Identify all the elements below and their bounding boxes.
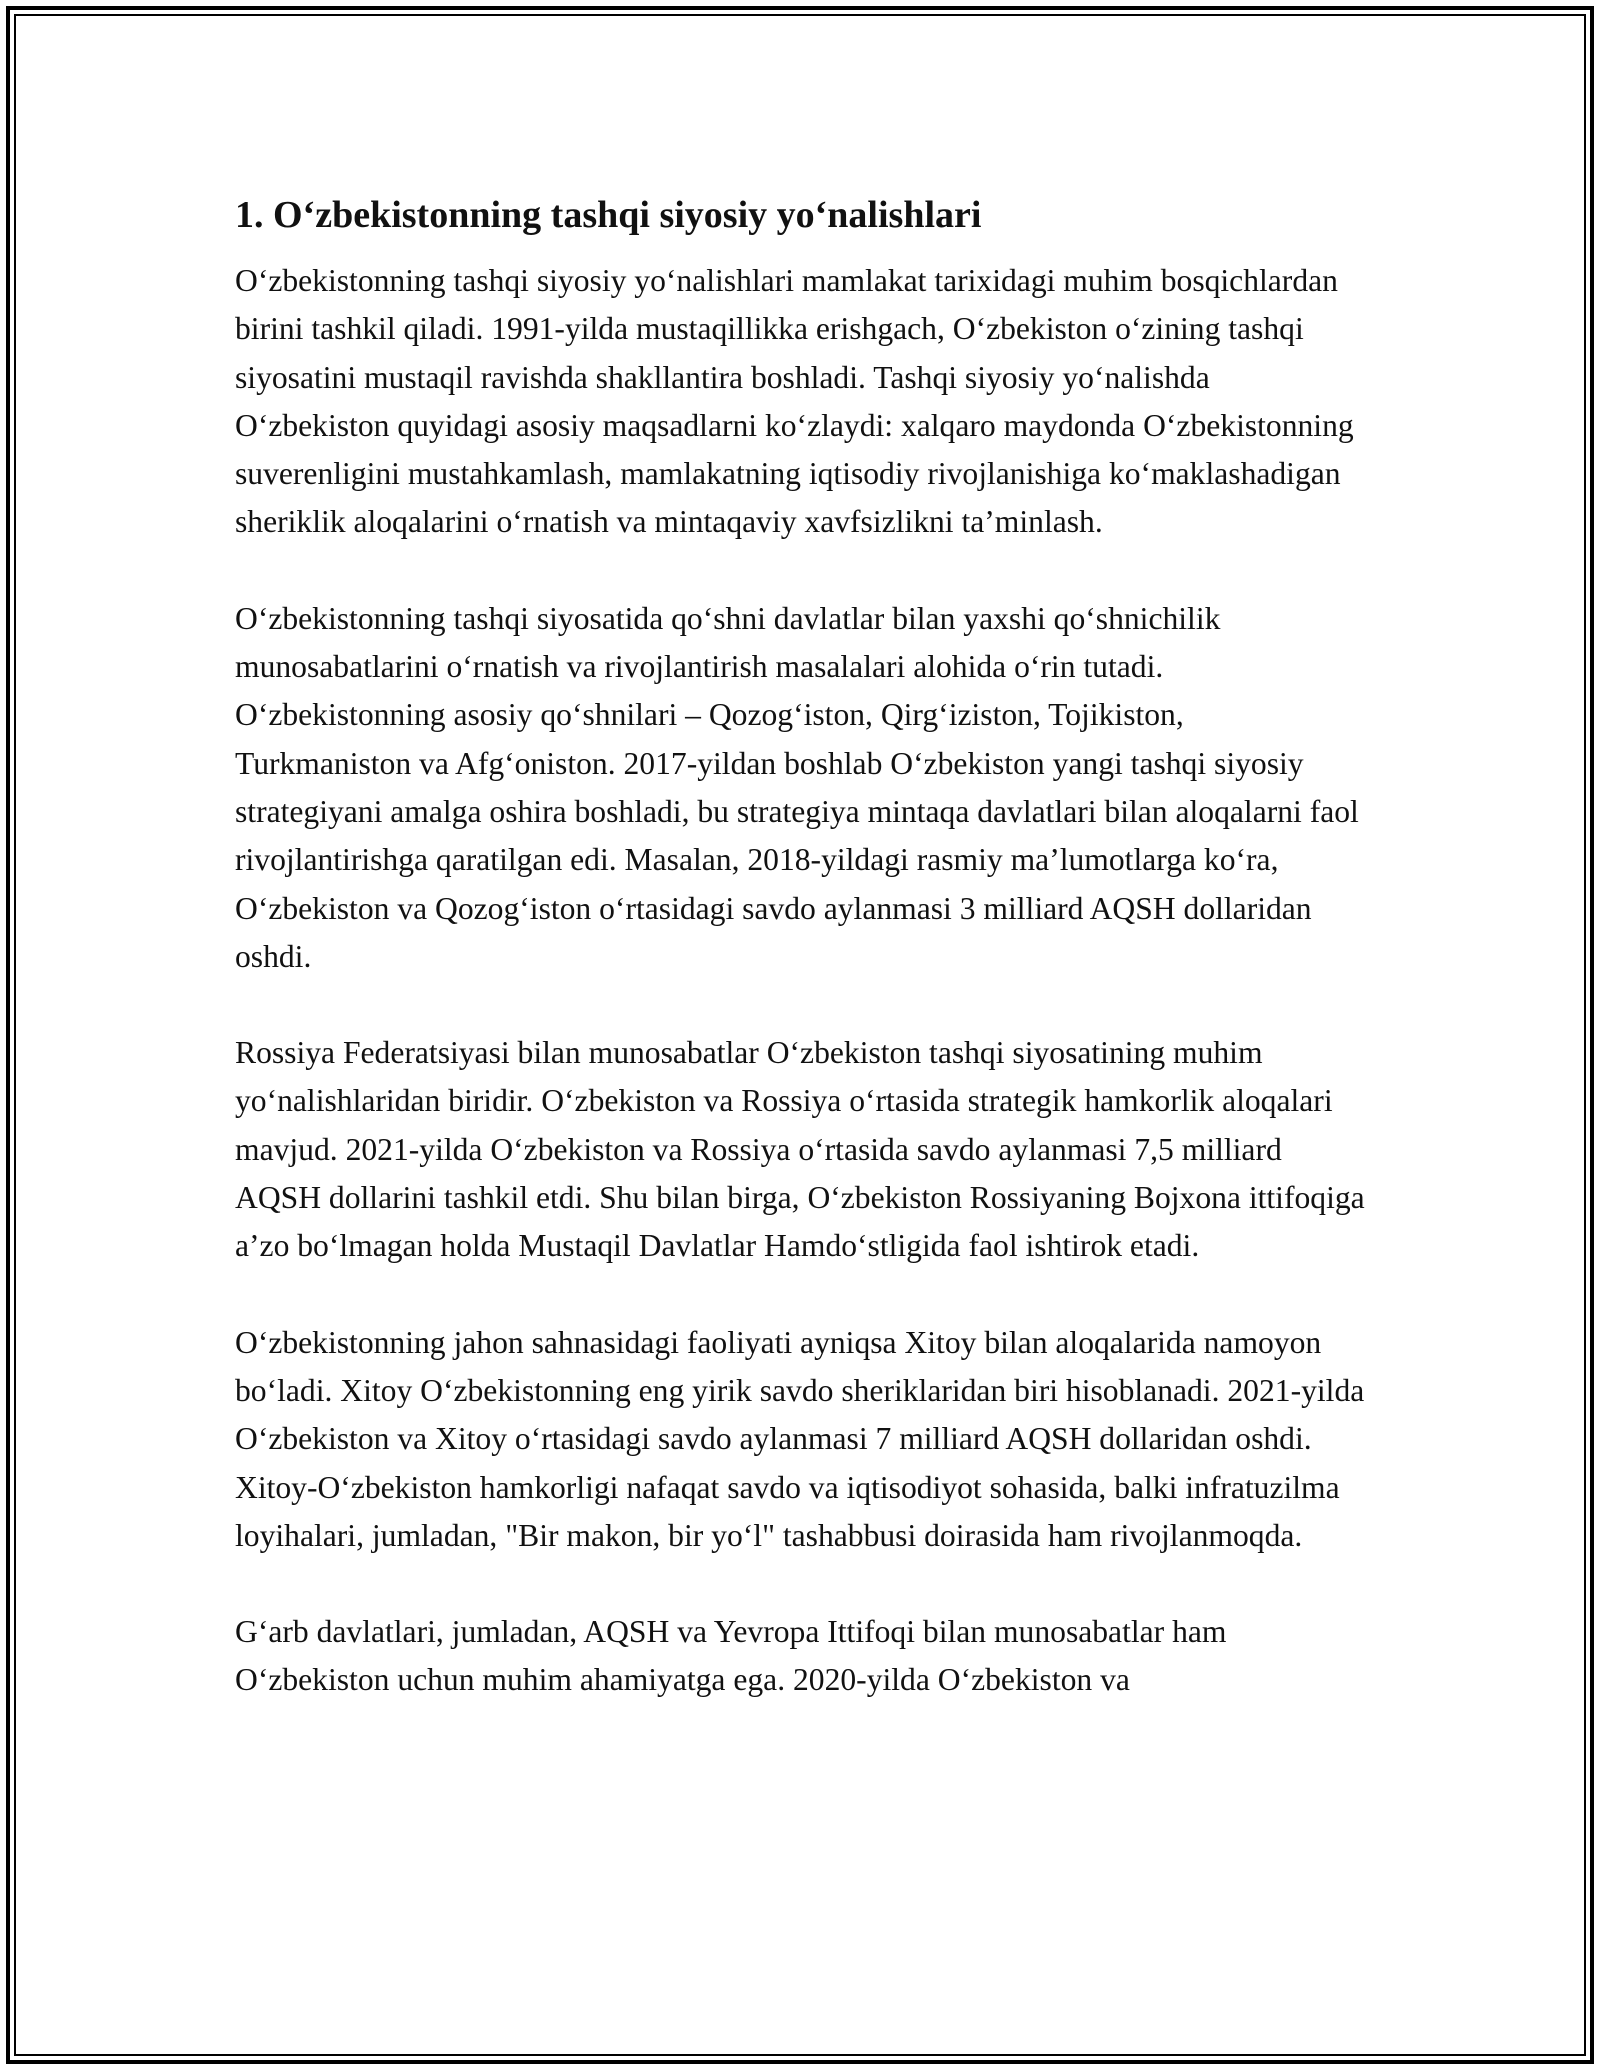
- paragraph-china: O‘zbekistonning jahon sahnasidagi faoliyati ayniqsa Xitoy bilan aloqalarida namoyon bo‘ladi. Xitoy O‘zbekistonning eng yirik savdo sheriklaridan biri hisoblanadi. 2021-yilda O‘zbekiston va Xitoy o‘rtasidagi savdo aylanmasi 7 milliard AQSH dollaridan oshdi. Xitoy-O‘zbekiston hamkorligi nafaqat savdo va iqtisodiyot sohasida, balki infratuzilma loyihalari, jumladan, "Bir makon, bir yo‘l" tashabbusi doirasida ham rivojlanmoqda.: [235, 1324, 1365, 1553]
- section-heading: 1. O‘zbekistonning tashqi siyosiy yo‘nalishlari: [235, 194, 982, 236]
- paragraph-intro: O‘zbekistonning tashqi siyosiy yo‘nalishlari mamlakat tarixidagi muhim bosqichlardan birini tashkil qiladi. 1991-yilda mustaqillikka erishgach, O‘zbekiston o‘zining tashqi siyosatini mustaqil ravishda shakllantira boshladi. Tashqi siyosiy yo‘nalishda O‘zbekiston quyidagi asosiy maqsadlarni ko‘zlaydi: xalqaro maydonda O‘zbekistonning suverenligini mustahkamlash, mamlakatning iqtisodiy rivojlanishiga ko‘maklashadigan sheriklik aloqalarini o‘rnatish va mintaqaviy xavfsizlikni ta’minlash.: [235, 263, 1354, 540]
- paragraph-neighbors: O‘zbekistonning tashqi siyosatida qo‘shni davlatlar bilan yaxshi qo‘shnichilik munosabatlarini o‘rnatish va rivojlantirish masalalari alohida o‘rin tutadi. O‘zbekistonning asosiy qo‘shnilari – Qozog‘iston, Qirg‘iziston, Tojikiston, Turkmaniston va Afg‘oniston. 2017-yildan boshlab O‘zbekiston yangi tashqi siyosiy strategiyani amalga oshira boshladi, bu strategiya mintaqa davlatlari bilan aloqalarni faol rivojlantirishga qaratilgan edi. Masalan, 2018-yildagi rasmiy ma’lumotlarga ko‘ra, O‘zbekiston va Qozog‘iston o‘rtasidagi savdo aylanmasi 3 milliard AQSH dollaridan oshdi.: [235, 600, 1359, 974]
- paragraph-russia: Rossiya Federatsiyasi bilan munosabatlar O‘zbekiston tashqi siyosatining muhim yo‘nalishlaridan biridir. O‘zbekiston va Rossiya o‘rtasida strategik hamkorlik aloqalari mavjud. 2021-yilda O‘zbekiston va Rossiya o‘rtasida savdo aylanmasi 7,5 milliard AQSH dollarini tashkil etdi. Shu bilan birga, O‘zbekiston Rossiyaning Bojxona ittifoqiga a’zo bo‘lmagan holda Mustaqil Davlatlar Hamdo‘stligida faol ishtirok etadi.: [235, 1035, 1365, 1264]
- document-body: [235, 185, 1365, 1753]
- paragraph-west: G‘arb davlatlari, jumladan, AQSH va Yevropa Ittifoqi bilan munosabatlar ham O‘zbekiston uchun muhim ahamiyatga ega. 2020-yilda O‘zbekiston va: [235, 1614, 1227, 1698]
